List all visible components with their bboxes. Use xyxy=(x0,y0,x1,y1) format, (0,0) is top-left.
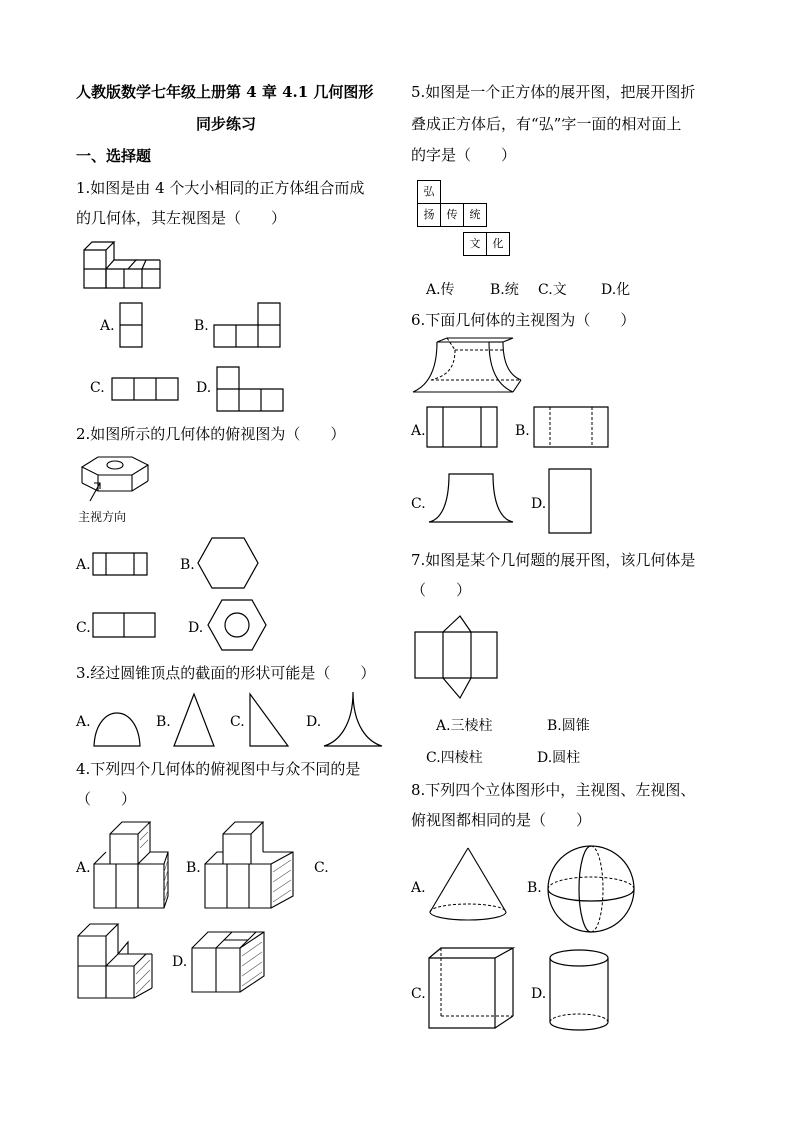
q8-option-a-cone xyxy=(428,846,508,922)
net-face-hong xyxy=(417,180,441,204)
q1-option-a-figure xyxy=(119,302,143,348)
q2-hex-nut-figure xyxy=(76,455,156,505)
q6-option-b-label[interactable]: B. xyxy=(515,423,530,439)
q1-option-d-label[interactable]: D. xyxy=(196,380,212,396)
title-line-1: 人教版数学七年级上册第 4 章 4.1 几何图形 xyxy=(76,83,374,101)
q2-option-a-figure xyxy=(92,552,148,576)
q1-stem-line2: 的几何体，其左视图是（ ） xyxy=(76,209,287,227)
q3-option-b-label[interactable]: B. xyxy=(156,714,171,730)
q2-option-c-figure xyxy=(92,612,156,638)
q1-option-c-figure xyxy=(111,377,179,401)
q1-option-b-label[interactable]: B. xyxy=(194,318,209,334)
q5-option-c[interactable]: C.文 xyxy=(538,282,567,298)
q3-option-b-figure xyxy=(172,692,216,748)
net-face-hua-text: 化 xyxy=(492,237,504,250)
q8-option-b-label[interactable]: B. xyxy=(527,880,542,896)
q7-stem-line2: （ ） xyxy=(411,581,472,599)
q2-option-b-label[interactable]: B. xyxy=(180,557,195,573)
q6-option-c-label[interactable]: C. xyxy=(411,496,426,512)
net-face-tong-text: 统 xyxy=(469,208,481,221)
q7-stem-line1: 7.如图是某个几何题的展开图，该几何体是 xyxy=(411,551,696,569)
q6-option-d-figure xyxy=(548,468,592,534)
q6-stem: 6.下面几何体的主视图为（ ） xyxy=(411,311,636,329)
q5-stem-line3: 的字是（ ） xyxy=(411,146,517,164)
q4-option-d-label[interactable]: D. xyxy=(172,954,188,970)
q8-option-d-label[interactable]: D. xyxy=(531,986,547,1002)
q3-option-a-label[interactable]: A. xyxy=(76,714,91,730)
q1-option-b-figure xyxy=(213,302,281,348)
q2-option-d-figure xyxy=(207,598,267,652)
section-heading: 一、选择题 xyxy=(76,147,152,165)
q2-option-d-label[interactable]: D. xyxy=(188,620,204,636)
q2-view-direction-caption: 主视方向 xyxy=(78,510,127,524)
q6-option-a-figure xyxy=(426,406,498,448)
q2-option-b-figure xyxy=(197,536,259,590)
q5-option-d[interactable]: D.化 xyxy=(601,282,631,298)
q2-stem: 2.如图所示的几何体的俯视图为（ ） xyxy=(76,425,346,443)
q8-stem-line1: 8.下列四个立体图形中，主视图、左视图、 xyxy=(411,781,696,799)
net-face-wen xyxy=(463,232,487,256)
net-face-tong xyxy=(463,203,487,227)
q7-option-b[interactable]: B.圆锥 xyxy=(547,718,590,734)
q4-option-b-figure xyxy=(203,816,297,912)
q6-option-d-label[interactable]: D. xyxy=(531,496,547,512)
q4-option-c-figure xyxy=(76,918,156,1000)
q8-option-c-label[interactable]: C. xyxy=(411,986,426,1002)
q6-option-c-figure xyxy=(427,472,515,524)
net-face-yang xyxy=(417,203,441,227)
q4-option-c-label[interactable]: C. xyxy=(314,860,329,876)
q1-solid-figure xyxy=(80,236,164,290)
q4-option-b-label[interactable]: B. xyxy=(186,860,201,876)
q3-option-a-figure xyxy=(92,694,142,748)
net-face-yang-text: 扬 xyxy=(423,208,435,221)
q2-option-a-label[interactable]: A. xyxy=(76,557,91,573)
q4-stem-line2: （ ） xyxy=(76,790,137,808)
q8-option-d-cylinder xyxy=(548,948,610,1034)
q7-option-a[interactable]: A.三棱柱 xyxy=(436,718,493,734)
q5-option-a[interactable]: A.传 xyxy=(426,282,455,298)
q4-option-d-figure xyxy=(190,926,268,994)
q3-stem: 3.经过圆锥顶点的截面的形状可能是（ ） xyxy=(76,664,376,682)
net-face-chuan-text: 传 xyxy=(446,208,458,221)
q1-stem-line1: 1.如图是由 4 个大小相同的正方体组合而成 xyxy=(76,179,365,197)
q5-stem-line2: 叠成正方体后，有“弘”字一面的相对面上 xyxy=(411,115,682,133)
q7-option-d[interactable]: D.圆柱 xyxy=(537,750,581,766)
q1-option-c-label[interactable]: C. xyxy=(90,380,105,396)
q5-stem-line1: 5.如图是一个正方体的展开图，把展开图折 xyxy=(411,83,696,101)
q4-stem-line1: 4.下列四个几何体的俯视图中与众不同的是 xyxy=(76,760,361,778)
q8-option-a-label[interactable]: A. xyxy=(411,880,426,896)
q8-option-b-sphere xyxy=(546,844,636,934)
q5-option-b[interactable]: B.统 xyxy=(490,282,519,298)
title-line-2: 同步练习 xyxy=(196,115,257,133)
net-face-hua xyxy=(486,232,510,256)
q7-net-figure xyxy=(414,614,500,700)
q4-option-a-label[interactable]: A. xyxy=(76,860,91,876)
q6-option-b-figure xyxy=(533,406,609,448)
q3-option-d-figure xyxy=(322,690,384,748)
q7-option-c[interactable]: C.四棱柱 xyxy=(426,750,483,766)
net-face-hong-text: 弘 xyxy=(423,185,435,198)
q2-option-c-label[interactable]: C. xyxy=(76,620,91,636)
net-face-wen-text: 文 xyxy=(469,237,481,250)
q3-option-c-label[interactable]: C. xyxy=(230,714,245,730)
q8-stem-line2: 俯视图都相同的是（ ） xyxy=(411,811,592,829)
q5-cube-net xyxy=(417,180,509,258)
net-face-chuan xyxy=(440,203,464,227)
q8-option-c-prism xyxy=(427,946,517,1030)
q6-option-a-label[interactable]: A. xyxy=(411,423,426,439)
q3-option-c-figure xyxy=(246,692,290,748)
q1-option-a-label[interactable]: A. xyxy=(100,318,115,334)
q3-option-d-label[interactable]: D. xyxy=(306,714,322,730)
q6-solid-figure xyxy=(411,336,523,396)
q1-option-d-figure xyxy=(216,366,284,412)
q4-option-a-figure xyxy=(92,816,170,912)
